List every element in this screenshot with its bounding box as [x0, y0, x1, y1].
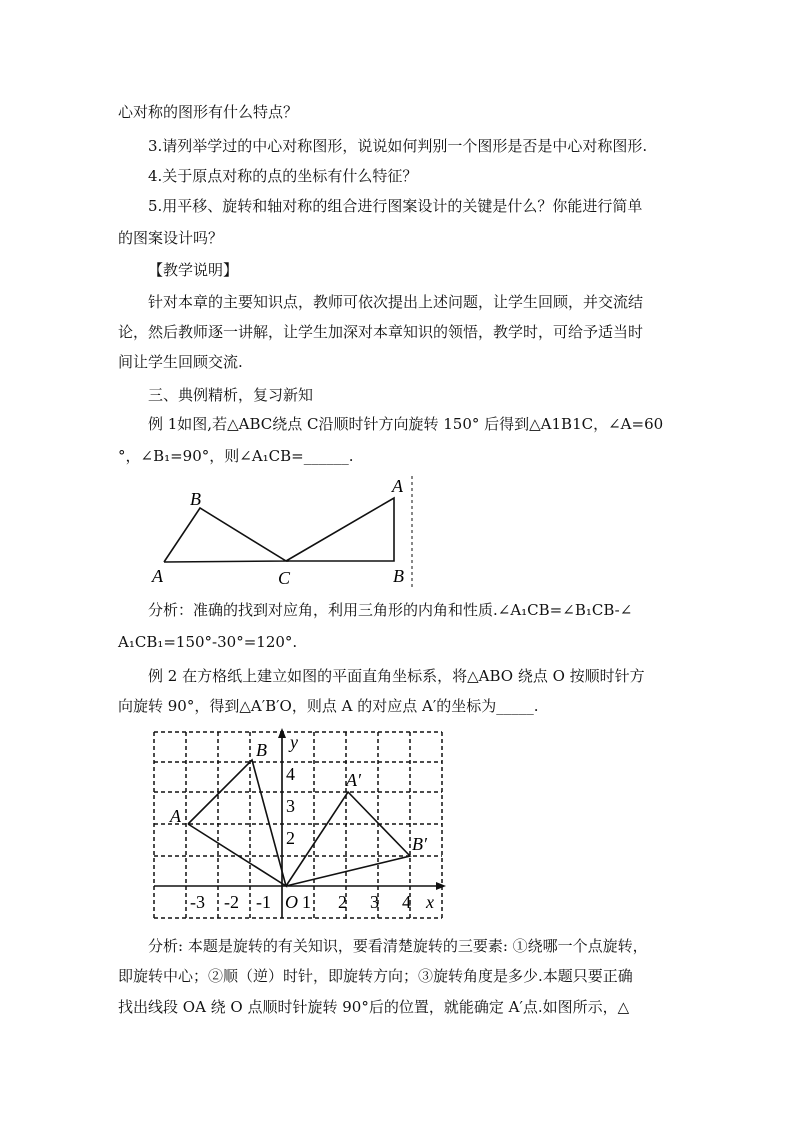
example-line: °，∠B₁=90°，则∠A₁CB=______.: [118, 447, 354, 465]
section-heading: 三、典例精析，复习新知: [148, 386, 314, 404]
section-heading: 【教学说明】: [148, 261, 239, 279]
example-line: 例 2 在方格纸上建立如图的平面直角坐标系，将△ABO 绕点 O 按顺时针方: [148, 667, 645, 685]
x-tick: 4: [402, 892, 411, 912]
paragraph-line: 3.请列举学过的中心对称图形，说说如何判别一个图形是否是中心对称图形.: [148, 137, 648, 155]
analysis-line: 即旋转中心；②顺（逆）时针，即旋转方向；③旋转角度是多少.本题只要正确: [118, 967, 633, 985]
paragraph-line: 论，然后教师逐一讲解，让学生加深对本章知识的领悟，教学时，可给予适当时: [118, 323, 644, 341]
paragraph-line: 的图案设计吗？: [118, 229, 224, 247]
figure-triangle-rotation: [150, 472, 420, 592]
x-tick: -3: [190, 892, 205, 912]
example-line: 向旋转 90°，得到△A′B′O，则点 A 的对应点 A′的坐标为_____.: [118, 697, 539, 715]
paragraph-line: 心对称的图形有什么特点？: [118, 103, 299, 121]
example-line: 例 1如图,若△ABC绕点 C沿顺时针方向旋转 150° 后得到△A1B1C，∠A=60: [148, 415, 664, 433]
point-label-B: B: [256, 740, 267, 760]
paragraph-line: 4.关于原点对称的点的坐标有什么特征？: [148, 167, 418, 185]
x-tick: -1: [256, 892, 271, 912]
y-tick: 2: [286, 828, 295, 848]
label-A: A: [152, 566, 163, 586]
label-B1: B: [393, 566, 404, 586]
x-tick: 1: [302, 892, 311, 912]
label-C: C: [278, 568, 291, 588]
analysis-line: 找出线段 OA 绕 O 点顺时针旋转 90°后的位置，就能确定 A′点.如图所示，△: [118, 998, 630, 1016]
y-tick: 3: [286, 796, 295, 816]
paragraph-line: 针对本章的主要知识点，教师可依次提出上述问题，让学生回顾，并交流结: [148, 293, 644, 311]
paragraph-line: 5.用平移、旋转和轴对称的组合进行图案设计的关键是什么？你能进行简单: [148, 197, 643, 215]
label-B: B: [190, 489, 201, 509]
point-label-A-prime: A′: [346, 770, 361, 790]
analysis-line: 分析: 本题是旋转的有关知识，要看清楚旋转的三要素: ①绕哪一个点旋转，: [148, 937, 648, 955]
x-tick: -2: [224, 892, 239, 912]
x-tick: 2: [338, 892, 347, 912]
figure-coordinate-grid: [140, 722, 460, 927]
analysis-line: 分析：准确的找到对应角，利用三角形的内角和性质.∠A₁CB=∠B₁CB-∠: [148, 601, 633, 619]
point-label-B-prime: B′: [412, 834, 427, 854]
axis-x-label: x: [426, 892, 434, 912]
label-A1: A: [392, 476, 403, 496]
x-tick: 3: [370, 892, 379, 912]
origin-label: O: [285, 892, 298, 912]
axis-y-label: y: [290, 732, 298, 752]
analysis-line: A₁CB₁=150°-30°=120°.: [118, 633, 298, 651]
point-label-A: A: [170, 806, 181, 826]
paragraph-line: 间让学生回顾交流.: [118, 353, 243, 371]
y-tick: 4: [286, 764, 295, 784]
